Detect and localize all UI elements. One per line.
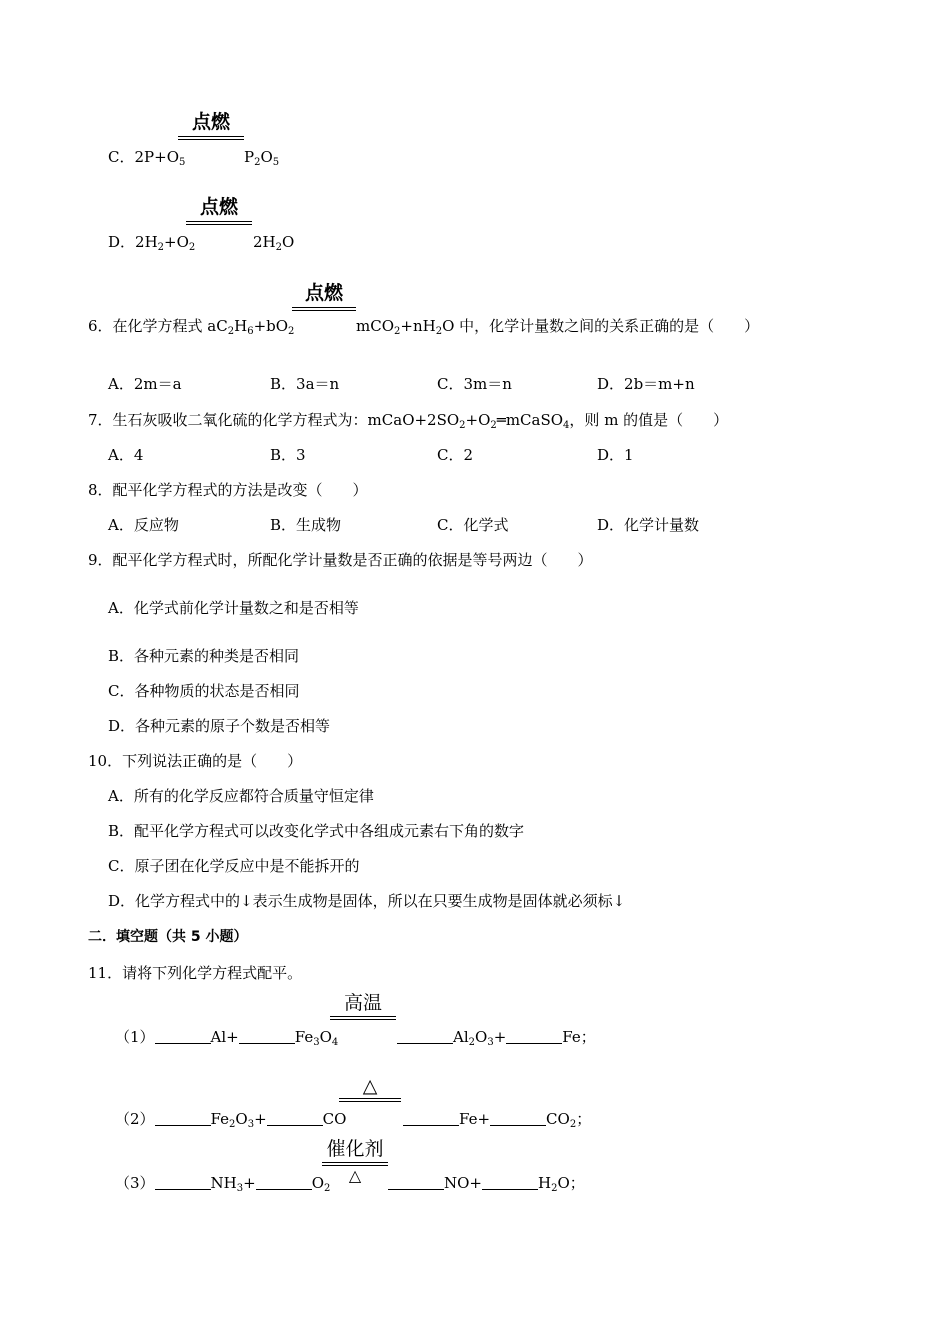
equals-line-bottom: [330, 1019, 396, 1020]
q6-option-a: A．2m＝a: [108, 375, 182, 393]
blank-input[interactable]: [482, 1174, 538, 1190]
q9-option-d: D．各种元素的原子个数是否相等: [108, 717, 331, 735]
q7-option-c: C．2: [437, 446, 474, 464]
q7-option-b: B．3: [270, 446, 306, 464]
q8-option-a: A．反应物: [108, 516, 179, 534]
blank-input[interactable]: [239, 1028, 295, 1044]
q6-option-b: B．3a＝n: [270, 375, 340, 393]
equals-line-bottom: [292, 310, 356, 311]
q5-option-d: D．$2H_2+O_2$: [108, 233, 196, 253]
q11-eq3-left: （3） $NH_3+ O_2$: [115, 1174, 331, 1194]
blank-input[interactable]: [267, 1110, 323, 1126]
q7-option-a: A．4: [108, 446, 144, 464]
equals-line-top: [322, 1162, 388, 1163]
equals-line-top: [186, 221, 252, 222]
equals-line-bottom: [186, 224, 252, 225]
q11-eq1-right: $Al_2O_3+ Fe$；: [397, 1027, 596, 1047]
q11-eq1-left: （1） $Al+ Fe_3O_4$: [115, 1028, 339, 1048]
q8-option-d: D．化学计量数: [597, 516, 700, 534]
q7-stem: 7．生石灰吸收二氧化硫的化学方程式为：$mCaO+2SO_2+O_2═mCaSO_4$，则 m 的值是（ ）: [88, 411, 729, 431]
condition-high-temp: 高温: [343, 992, 382, 1014]
q9-stem: 9．配平化学方程式时，所配化学计量数是否正确的依据是等号两边（ ）: [88, 551, 593, 569]
q9-option-a: A．化学式前化学计量数之和是否相等: [108, 599, 359, 617]
q9-option-c: C．各种物质的状态是否相同: [108, 682, 300, 700]
q10-option-c: C．原子团在化学反应中是不能拆开的: [108, 857, 360, 875]
blank-input[interactable]: [397, 1028, 453, 1044]
q6-option-d: D．2b＝m+n: [597, 375, 695, 393]
condition-catalyst: 催化剂: [326, 1138, 384, 1160]
blank-input[interactable]: [506, 1028, 562, 1044]
q8-option-b: B．生成物: [270, 516, 342, 534]
q5-option-c: C．$2P+O_5$: [108, 148, 186, 168]
q11-eq2-left: （2） $Fe_2O_3+$ CO: [115, 1110, 347, 1130]
q6-option-c: C．3m＝n: [437, 375, 512, 393]
q10-option-d: D．化学方程式中的↓表示生成物是固体，所以在只要生成物是固体就必须标↓: [108, 892, 626, 910]
blank-input[interactable]: [155, 1028, 211, 1044]
q9-option-b: B．各种元素的种类是否相同: [108, 647, 300, 665]
q10-option-a: A．所有的化学反应都符合质量守恒定律: [108, 787, 374, 805]
section-title: 二．填空题（共 5 小题）: [88, 929, 248, 945]
blank-input[interactable]: [155, 1174, 211, 1190]
q7-option-d: D．1: [597, 446, 634, 464]
blank-input[interactable]: [490, 1110, 546, 1126]
equals-line-top: [178, 136, 244, 137]
q11-eq2-right: $Fe+ CO_2$；: [403, 1109, 591, 1129]
q5-option-c-product: $P_2O_5$: [244, 148, 280, 168]
condition-ignite: 点燃: [199, 196, 238, 218]
q11-stem: 11．请将下列化学方程式配平。: [88, 964, 303, 982]
q8-stem: 8．配平化学方程式的方法是改变（ ）: [88, 481, 368, 499]
q10-option-b: B．配平化学方程式可以改变化学式中各组成元素右下角的数字: [108, 822, 525, 840]
q6-stem-left: 6．在化学方程式 $aC_2H_6+bO_2$: [88, 317, 295, 337]
blank-input[interactable]: [388, 1174, 444, 1190]
condition-heat: △: [348, 1166, 362, 1185]
equals-line-top: [292, 307, 356, 308]
q8-option-c: C．化学式: [437, 516, 509, 534]
condition-ignite: 点燃: [304, 282, 343, 304]
blank-input[interactable]: [403, 1110, 459, 1126]
equals-line-top: [339, 1098, 401, 1099]
equals-line-bottom: [339, 1101, 401, 1102]
blank-input[interactable]: [256, 1174, 312, 1190]
equals-line-bottom: [178, 139, 244, 140]
equals-line-top: [330, 1016, 396, 1017]
q11-eq3-right: $NO+ H_2O$；: [388, 1173, 585, 1193]
condition-heat: △: [362, 1075, 378, 1097]
q6-stem-right: $mCO_2+nH_2O$ 中，化学计量数之间的关系正确的是（ ）: [356, 317, 760, 337]
q10-stem: 10．下列说法正确的是（ ）: [88, 752, 303, 770]
q5-option-d-product: $2H_2O$: [253, 233, 295, 253]
condition-ignite: 点燃: [191, 111, 230, 133]
blank-input[interactable]: [155, 1110, 211, 1126]
